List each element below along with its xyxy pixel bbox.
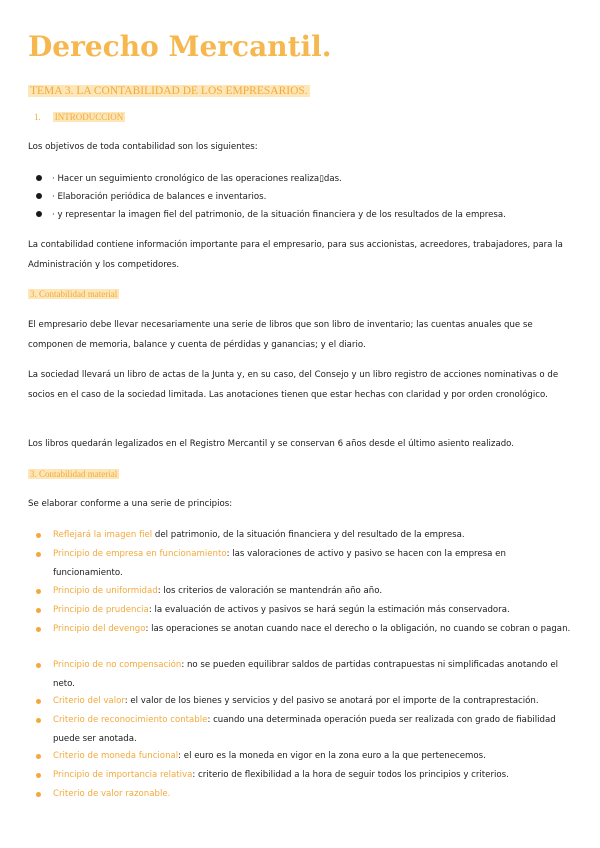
principio-item bbox=[36, 582, 576, 601]
principio-text bbox=[53, 747, 576, 766]
principio-term: Criterio de reconocimiento contable bbox=[53, 715, 208, 725]
principio-text bbox=[53, 526, 576, 545]
paragraph-contabilidad: La contabilidad contiene información importante para el empresario, para sus accionistas, acreedores, trabajadores, para la Administración y los competidores. bbox=[28, 240, 563, 270]
intro-number: 1. bbox=[34, 112, 41, 122]
document-title: Derecho Mercantil. bbox=[28, 30, 332, 63]
principio-term: Principio del devengo bbox=[53, 624, 146, 634]
principio-text bbox=[53, 692, 576, 711]
bullet-icon bbox=[36, 754, 41, 759]
objetivo-item bbox=[36, 172, 342, 186]
principio-text bbox=[53, 785, 576, 804]
principio-text bbox=[53, 582, 576, 601]
bullet-icon bbox=[36, 663, 41, 668]
principio-desc: del patrimonio, de la situación financiera y del resultado de la empresa. bbox=[152, 530, 465, 540]
principio-item bbox=[36, 656, 576, 693]
bullet-icon bbox=[36, 193, 42, 199]
bullet-icon bbox=[36, 608, 41, 613]
principio-term: Criterio de valor razonable. bbox=[53, 789, 171, 799]
principio-item bbox=[36, 526, 576, 545]
objetivo-item bbox=[36, 208, 506, 222]
principio-desc: : el valor de los bienes y servicios y del pasivo se anotará por el importe de la contraprestación. bbox=[124, 696, 539, 706]
principio-text bbox=[53, 601, 576, 620]
principio-text bbox=[53, 766, 576, 785]
bullet-icon bbox=[36, 533, 41, 538]
principio-text bbox=[53, 545, 576, 582]
bullet-icon bbox=[36, 211, 42, 217]
principio-term: Criterio de moneda funcional bbox=[53, 751, 179, 761]
principio-term: Principio de empresa en funcionamiento bbox=[53, 549, 227, 559]
principio-desc: : no se pueden equilibrar saldos de partidas contrapuestas ni simplificadas anotando el neto. bbox=[53, 660, 559, 689]
objetivo-item bbox=[36, 190, 266, 204]
bullet-icon bbox=[36, 699, 41, 704]
principio-desc: : las valoraciones de activo y pasivo se hacen con la empresa en funcionamiento. bbox=[53, 549, 506, 578]
principio-desc: : criterio de flexibilidad a la hora de seguir todos los principios y criterios. bbox=[192, 770, 509, 780]
principio-item bbox=[36, 692, 576, 711]
section-heading-1 bbox=[28, 289, 119, 300]
principio-desc: : la evaluación de activos y pasivos se hará según la estimación más conservadora. bbox=[148, 605, 510, 615]
principio-text bbox=[53, 711, 576, 748]
principio-term: Principio de no compensación bbox=[53, 660, 182, 670]
principios-intro: Se elaborar conforme a una serie de principios: bbox=[28, 499, 233, 509]
principio-term: Principio de uniformidad bbox=[53, 586, 158, 596]
objetivos-intro: Los objetivos de toda contabilidad son los siguientes: bbox=[28, 142, 258, 152]
bullet-icon bbox=[36, 718, 41, 723]
section-heading-1-text: 3. Contabilidad material bbox=[30, 289, 118, 299]
objetivo-text: · Hacer un seguimiento cronológico de las operaciones realiza▯das. bbox=[52, 174, 342, 184]
bullet-icon bbox=[36, 773, 41, 778]
tema-heading-text: TEMA 3. LA CONTABILIDAD DE LOS EMPRESARIOS. bbox=[30, 85, 308, 97]
bullet-icon bbox=[36, 792, 41, 797]
bullet-icon bbox=[36, 627, 41, 632]
principio-desc: : el euro es la moneda en vigor en la zona euro a la que pertenecemos. bbox=[178, 751, 486, 761]
bullet-icon bbox=[36, 175, 42, 181]
principio-item bbox=[36, 601, 576, 620]
objetivo-text: · y representar la imagen fiel del patrimonio, de la situación financiera y de los resultados de la empresa. bbox=[52, 210, 506, 220]
principio-item bbox=[36, 747, 576, 766]
principio-term: Principio de prudencia bbox=[53, 605, 149, 615]
principio-text bbox=[53, 620, 576, 639]
principio-item bbox=[36, 785, 576, 804]
paragraph-registro: Los libros quedarán legalizados en el Registro Mercantil y se conservan 6 años desde el último asiento realizado. bbox=[28, 439, 514, 449]
principio-item bbox=[36, 545, 576, 582]
principio-term: Criterio del valor bbox=[53, 696, 125, 706]
paragraph-libros: El empresario debe llevar necesariamente una serie de libros que son libro de inventario; las cuentas anuales que se componen de memoria, balance y cuenta de pérdidas y ganancias; y el diario. bbox=[28, 320, 533, 350]
intro-heading bbox=[34, 112, 125, 123]
principio-item bbox=[36, 620, 576, 639]
intro-label: INTRODUCCION bbox=[54, 112, 124, 122]
bullet-icon bbox=[36, 552, 41, 557]
principio-desc: : los criterios de valoración se mantendrán año año. bbox=[157, 586, 383, 596]
principio-term: Principio de importancia relativa bbox=[53, 770, 193, 780]
tema-heading bbox=[28, 83, 310, 97]
principio-desc: : cuando una determinada operación pueda ser realizada con grado de fiabilidad puede ser anotada. bbox=[53, 715, 556, 744]
bullet-icon bbox=[36, 589, 41, 594]
principio-term: Reflejará la imagen fiel bbox=[53, 530, 153, 540]
principio-item bbox=[36, 766, 576, 785]
section-heading-2 bbox=[28, 469, 119, 480]
objetivo-text: · Elaboración periódica de balances e inventarios. bbox=[52, 192, 267, 202]
principio-desc: : las operaciones se anotan cuando nace el derecho o la obligación, no cuando se cobran o pagan. bbox=[145, 624, 571, 634]
paragraph-sociedad: La sociedad llevará un libro de actas de la Junta y, en su caso, del Consejo y un libro registro de acciones nominativas o de socios en el caso de la sociedad limitada. Las anotaciones tienen que estar hechas con claridad y por orden cronológico. bbox=[28, 370, 559, 400]
principio-item bbox=[36, 711, 576, 748]
principio-text bbox=[53, 656, 576, 693]
section-heading-2-text: 3. Contabilidad material bbox=[30, 469, 118, 479]
